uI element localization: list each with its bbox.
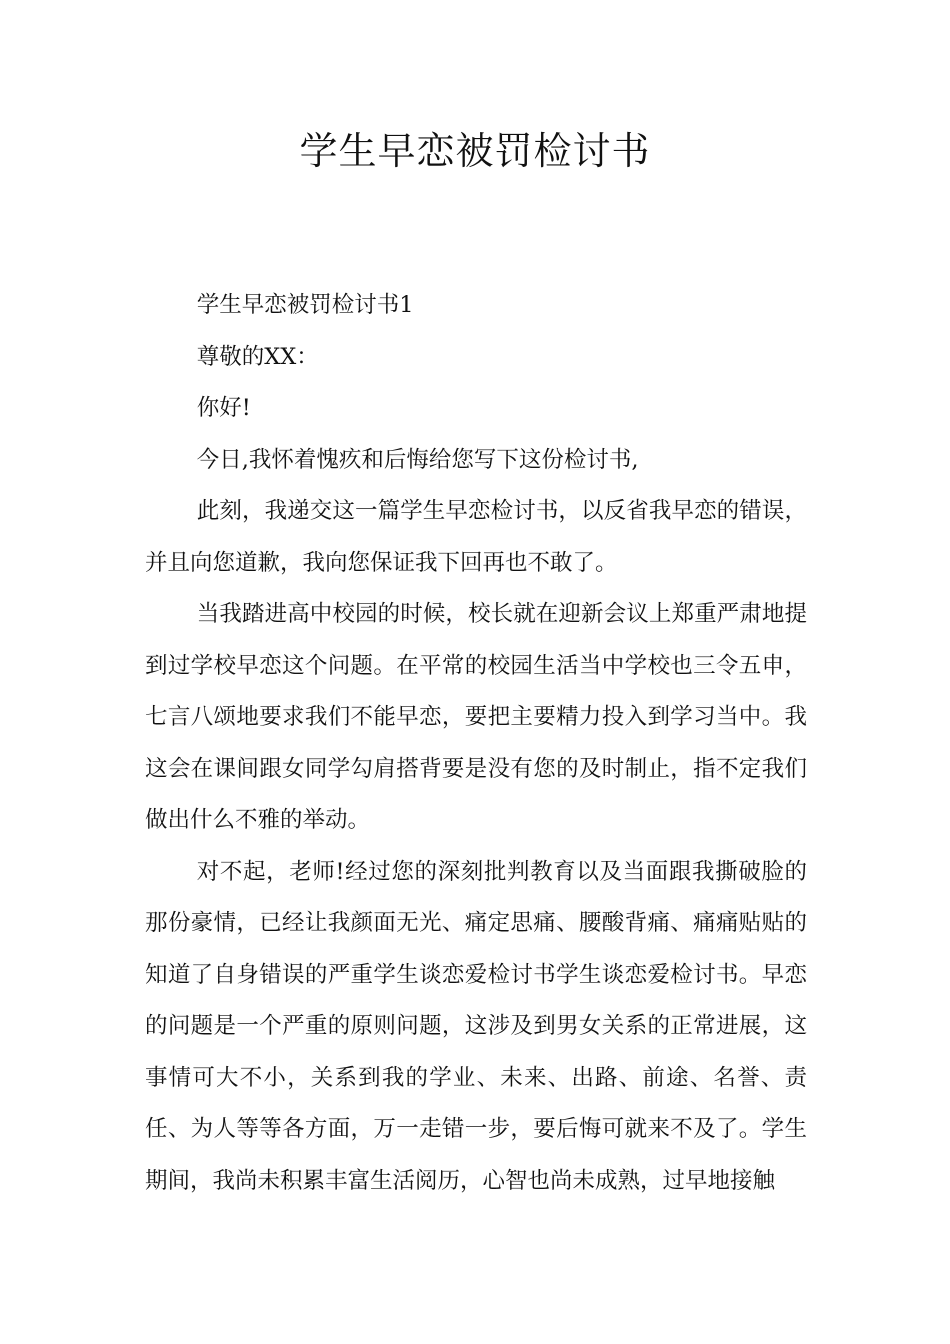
body-paragraph: 对不起，老师!经过您的深刻批判教育以及当面跟我撕破脸的那份豪情，已经让我颜面无光、痛定思痛、腰酸背痛、痛痛贴贴的知道了自身错误的严重学生谈恋爱检讨书学生谈恋爱检讨书。早恋的问题是一个严重的原则问题，这涉及到男女关系的正常进展，这事情可大不小，关系到我的学业、未来、出路、前途、名誉、责任、为人等等各方面，万一走错一步，要后悔可就来不及了。学生期间，我尚未积累丰富生活阅历，心智也尚未成熟，过早地接触 bbox=[145, 858, 807, 1194]
opening-line: 今日,我怀着愧疚和后悔给您写下这份检讨书, bbox=[196, 446, 639, 473]
body-paragraph: 此刻，我递交这一篇学生早恋检讨书，以反省我早恋的错误，并且向您道歉，我向您保证我下回再也不敢了。 bbox=[145, 498, 807, 576]
document-body bbox=[145, 280, 807, 1207]
body-paragraph: 当我踏进高中校园的时候，校长就在迎新会议上郑重严肃地提到过学校早恋这个问题。在平常的校园生活当中学校也三令五申，七言八颂地要求我们不能早恋，要把主要精力投入到学习当中。我这会在课间跟女同学勾肩搭背要是没有您的及时制止，指不定我们做出什么不雅的举动。 bbox=[145, 601, 807, 833]
greeting: 你好! bbox=[196, 395, 251, 421]
section-heading: 学生早恋被罚检讨书1 bbox=[196, 292, 414, 318]
salutation: 尊敬的XX： bbox=[196, 343, 319, 370]
document-title: 学生早恋被罚检讨书 bbox=[299, 129, 651, 173]
